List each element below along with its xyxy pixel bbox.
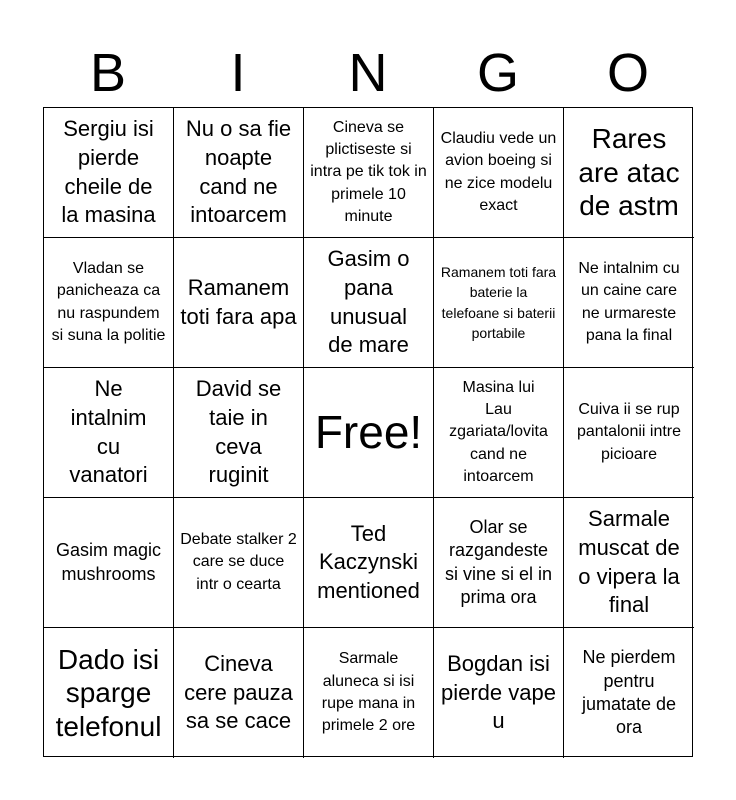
cell-text: Sergiu isi pierde cheile de la masina (61, 116, 156, 228)
free-space (304, 368, 434, 498)
bingo-cell (564, 628, 694, 758)
cell-text: Dado isi sparge telefonul (55, 643, 162, 742)
cell-text: Sarmale muscat de o vipera la final (578, 506, 680, 618)
bingo-cell (44, 628, 174, 758)
cell-text: Cineva se plictiseste si intra pe tik tok in primele 10 minute (310, 118, 427, 226)
bingo-cell (564, 238, 694, 368)
header-letter-g: G (476, 43, 519, 103)
bingo-cell (434, 628, 564, 758)
cell-text: Claudiu vede un avion boeing si ne zice modelu exact (440, 129, 557, 214)
bingo-cell (304, 498, 434, 628)
cell-text: Ramanem toti fara baterie la telefoane si baterii portabile (440, 263, 557, 341)
bingo-cell (44, 368, 174, 498)
cell-text: Bogdan isi pierde vape u (441, 651, 556, 734)
header-letter-i: I (230, 43, 246, 103)
bingo-cell (564, 108, 694, 238)
cell-text: Gasim o pana unusual de mare (327, 246, 410, 358)
cell-text: Cuiva ii se rup pantalonii intre picioare (576, 400, 682, 463)
cell-text: Vladan se panicheaza ca nu raspundem si suna la politie (51, 259, 166, 344)
cell-text: Rares are atac de astm (578, 123, 680, 222)
bingo-cell (174, 498, 304, 628)
cell-text: Nu o sa fie noapte cand ne intoarcem (185, 116, 292, 228)
bingo-cell (434, 368, 564, 498)
cell-text: Olar se razgandeste si vine si el in prima ora (444, 516, 553, 607)
bingo-cell (174, 628, 304, 758)
cell-text: Ne intalnim cu un caine care ne urmareste pana la final (578, 259, 680, 344)
bingo-cell (174, 368, 304, 498)
header-letter-n: N (348, 43, 388, 103)
bingo-cell (564, 368, 694, 498)
bingo-cell (564, 498, 694, 628)
cell-text: David se taie in ceva ruginit (195, 376, 282, 488)
bingo-cell (44, 108, 174, 238)
cell-text: Ne pierdem pentru jumatate de ora (581, 647, 677, 738)
bingo-grid (43, 107, 693, 757)
header-letter-o: O (606, 43, 649, 103)
cell-text: Cineva cere pauza sa se cace (184, 651, 293, 734)
bingo-cell (304, 628, 434, 758)
bingo-cell (304, 238, 434, 368)
bingo-cell (174, 108, 304, 238)
bingo-cell (174, 238, 304, 368)
cell-text: Sarmale aluneca si isi rupe mana in primele 2 ore (321, 650, 416, 735)
bingo-cell (44, 238, 174, 368)
bingo-cell (44, 498, 174, 628)
bingo-cell (434, 108, 564, 238)
bingo-cell (434, 238, 564, 368)
cell-text: Masina lui Lau zgariata/lovita cand ne intoarcem (449, 378, 548, 486)
bingo-cell (304, 108, 434, 238)
cell-text: Ne intalnim cu vanatori (69, 376, 148, 488)
cell-text: Free! (314, 406, 423, 459)
header-letter-b: B (89, 43, 127, 103)
cell-text: Ted Kaczynski mentioned (317, 520, 420, 603)
cell-text: Debate stalker 2 care se duce intr o cearta (180, 530, 297, 593)
bingo-cell (434, 498, 564, 628)
bingo-header (43, 38, 693, 108)
cell-text: Gasim magic mushrooms (55, 540, 162, 584)
cell-text: Ramanem toti fara apa (180, 274, 297, 329)
